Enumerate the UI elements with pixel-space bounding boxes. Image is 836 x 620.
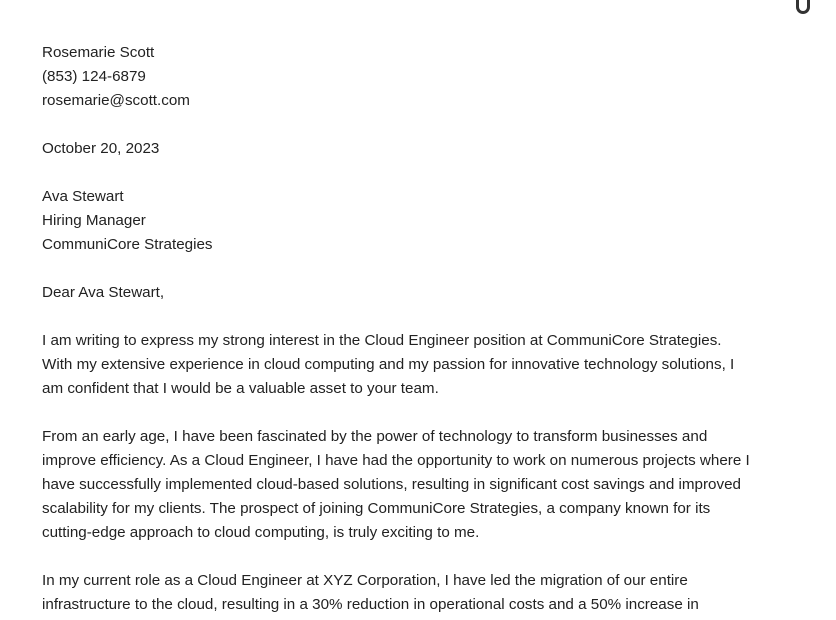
sender-name: Rosemarie Scott xyxy=(42,44,155,61)
paragraph-line: am confident that I would be a valuable asset to your team. xyxy=(42,380,439,397)
paragraph-2 xyxy=(42,425,750,545)
paragraph-line: cutting-edge approach to cloud computing, is truly exciting to me. xyxy=(42,524,480,541)
paragraph-line: have successfully implemented cloud-based solutions, resulting in significant cost savings and improved xyxy=(42,476,741,493)
partial-icon xyxy=(796,0,810,14)
paragraph-line: infrastructure to the cloud, resulting in a 30% reduction in operational costs and a 50% increase in xyxy=(42,596,699,613)
paragraph-line: scalability for my clients. The prospect of joining CommuniCore Strategies, a company known for its xyxy=(42,500,711,517)
paragraph-line: improve efficiency. As a Cloud Engineer, I have had the opportunity to work on numerous projects where I xyxy=(42,452,750,469)
paragraph-line: With my extensive experience in cloud computing and my passion for innovative technology solutions, I xyxy=(42,356,735,373)
recipient-title: Hiring Manager xyxy=(42,212,146,229)
paragraph-line: In my current role as a Cloud Engineer at XYZ Corporation, I have led the migration of our entire xyxy=(42,572,688,589)
paragraph-line: I am writing to express my strong interest in the Cloud Engineer position at CommuniCore Strategies. xyxy=(42,332,722,349)
cover-letter xyxy=(42,41,750,617)
paragraph-1 xyxy=(42,329,750,401)
sender-phone: (853) 124-6879 xyxy=(42,68,146,85)
paragraph-line: From an early age, I have been fascinated by the power of technology to transform businesses and xyxy=(42,428,708,445)
sender-email: rosemarie@scott.com xyxy=(42,92,190,109)
recipient-name: Ava Stewart xyxy=(42,188,124,205)
letter-date: October 20, 2023 xyxy=(42,140,160,157)
salutation: Dear Ava Stewart, xyxy=(42,284,165,301)
recipient-company: CommuniCore Strategies xyxy=(42,236,213,253)
paragraph-3 xyxy=(42,569,750,617)
